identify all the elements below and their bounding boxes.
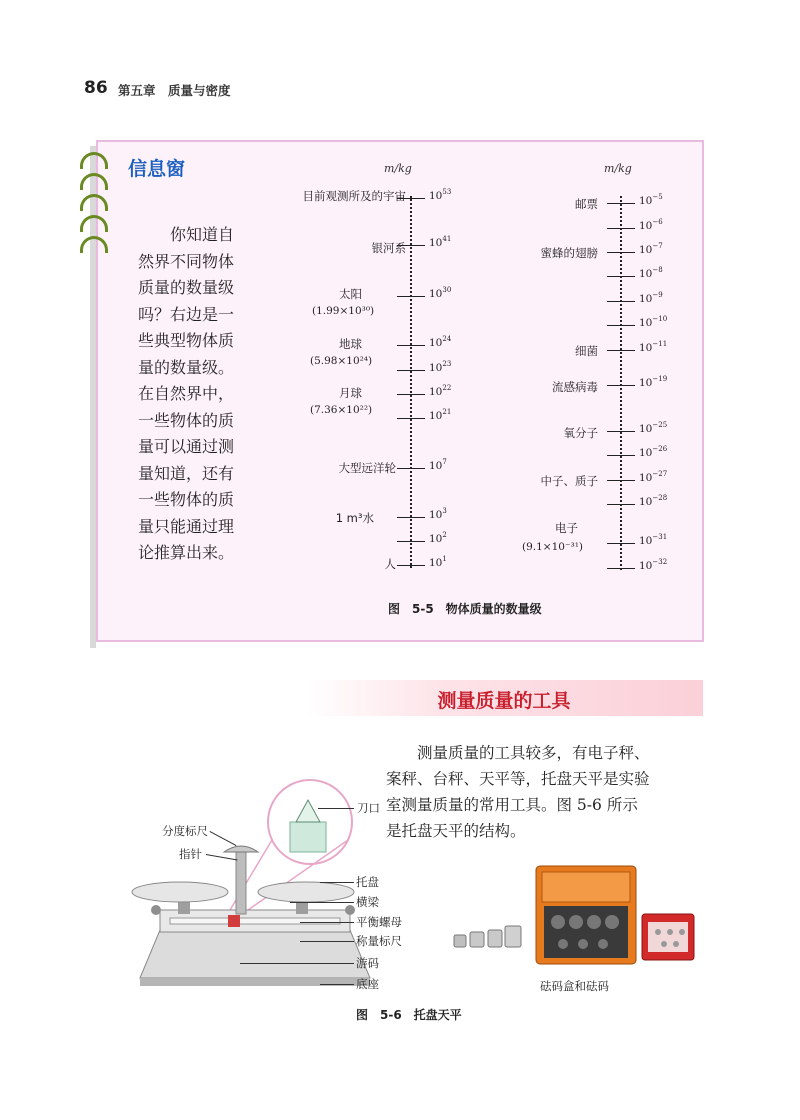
scale-tick <box>607 203 635 204</box>
scale-tick <box>607 504 635 505</box>
label-beam: 横梁 <box>356 895 379 909</box>
section-paragraph <box>386 740 708 844</box>
scale-tick-label: $10^{-28}$ <box>639 494 668 508</box>
leader-line <box>300 941 354 942</box>
object-ocean-liner: 大型远洋轮 <box>338 461 396 475</box>
scale-tick-label: $10^{-19}$ <box>639 375 668 389</box>
weight-box-lid <box>542 872 630 902</box>
scale-tick-label: $10^{-8}$ <box>639 266 663 280</box>
scale-tick <box>607 276 635 277</box>
left-balance-nut <box>151 905 161 915</box>
scale-tick <box>397 541 425 542</box>
scale-tick-label: $10^{-32}$ <box>639 558 668 572</box>
object-universe: 目前观测所及的宇宙 <box>302 189 406 203</box>
scale-tick <box>397 296 425 297</box>
leader-line <box>300 922 354 923</box>
loose-weights <box>454 926 521 947</box>
scale-tick <box>607 385 635 386</box>
info-line: 论推算出来。 <box>138 543 235 562</box>
scale-tick <box>607 350 635 351</box>
label-balance-nut: 平衡螺母 <box>356 915 402 929</box>
scale-tick <box>607 301 635 302</box>
weights-caption: 砝码盒和砝码 <box>540 979 609 993</box>
scale-tick <box>397 517 425 518</box>
section-title: 测量质量的工具 <box>437 690 571 712</box>
scale-tick <box>607 455 635 456</box>
object-electron-mass: (9.1×10⁻³¹) <box>522 541 584 553</box>
graduated-scale <box>224 846 258 852</box>
scale-tick-label: $10^{-10}$ <box>639 315 668 329</box>
knife-edge-block <box>290 822 326 852</box>
left-tray <box>132 882 228 902</box>
section-header <box>305 680 703 716</box>
scale-tick <box>607 543 635 544</box>
pointer <box>236 852 246 914</box>
info-line: 些典型物体质 <box>138 331 235 350</box>
scale-tick-label: $10^{-9}$ <box>639 291 663 305</box>
left-scale-unit: m/kg <box>384 162 412 175</box>
info-line: 吗？右边是一 <box>138 304 235 324</box>
scale-tick <box>397 418 425 419</box>
info-line: 量的数量级。 <box>138 357 235 377</box>
info-line: 在自然界中， <box>138 384 235 403</box>
scale-tick-label: $10^2$ <box>429 531 447 545</box>
scale-tick <box>607 325 635 326</box>
scale-tick-label: $10^{41}$ <box>429 235 452 249</box>
scale-tick-label: $10^{-31}$ <box>639 533 668 547</box>
scale-tick-label: $10^3$ <box>429 507 447 521</box>
scale-tick <box>397 345 425 346</box>
scale-tick-label: $10^{-25}$ <box>639 421 668 435</box>
chapter-title: 第五章 质量与密度 <box>118 83 231 98</box>
object-oxygen-molecule: 氧分子 <box>563 426 598 440</box>
right-scale-unit: m/kg <box>604 162 632 175</box>
scale-tick-label: $10^{21}$ <box>429 408 452 422</box>
object-earth-mass: (5.98×10²⁴) <box>310 355 373 367</box>
scale-tick-label: $10^{22}$ <box>429 384 452 398</box>
info-line: 你知道自 <box>170 225 235 244</box>
info-line: 量可以通过测 <box>138 437 235 456</box>
info-line: 质量的数量级 <box>138 278 235 297</box>
figure-5-5-caption: 图 5-5 物体质量的数量级 <box>388 602 542 616</box>
right-balance-nut <box>345 905 355 915</box>
scale-tick-label: $10^7$ <box>429 458 447 472</box>
object-sun: 太阳 <box>339 287 362 301</box>
scale-tick-label: $10^{-7}$ <box>639 242 663 256</box>
object-electron: 电子 <box>555 521 578 535</box>
info-line: 量只能通过理 <box>138 516 235 536</box>
label-weighing-scale: 称量标尺 <box>356 934 402 948</box>
leader-line <box>320 882 354 883</box>
object-galaxy: 银河系 <box>371 241 406 255</box>
scale-tick-label: $10^{30}$ <box>429 286 452 300</box>
right-tray <box>258 882 354 902</box>
scale-tick <box>397 394 425 395</box>
paragraph-line: 测量质量的工具较多，有电子秤、 <box>417 744 650 762</box>
binder-rings-icon <box>80 152 110 257</box>
object-bacteria: 细菌 <box>575 344 598 358</box>
label-knife-edge: 刀口 <box>357 801 380 815</box>
label-pointer: 指针 <box>179 847 202 861</box>
info-line: 一些物体的质 <box>138 410 235 430</box>
scale-tick-label: $10^{-27}$ <box>639 470 668 484</box>
scale-tick <box>607 431 635 432</box>
scale-tick <box>607 228 635 229</box>
object-neutron-proton: 中子、质子 <box>540 474 598 488</box>
paragraph-line: 案秤、台秤、天平等，托盘天平是实验 <box>386 770 650 788</box>
weight-set-illustration <box>448 860 698 980</box>
object-water: 1 m³水 <box>335 511 374 525</box>
weighing-scale-bar <box>170 918 340 924</box>
scale-tick <box>607 568 635 569</box>
info-window-text <box>138 222 250 567</box>
object-sun-mass: (1.99×10³⁰) <box>312 305 375 317</box>
object-human: 人 <box>384 557 396 571</box>
info-line: 一些物体的质 <box>138 490 235 509</box>
paragraph-line: 是托盘天平的结构。 <box>386 822 526 840</box>
leader-line <box>290 902 354 903</box>
rider-slider <box>228 915 240 927</box>
object-moon-mass: (7.36×10²²) <box>310 404 373 416</box>
scale-tick <box>397 565 425 566</box>
object-bee-wing: 蜜蜂的翅膀 <box>540 246 598 260</box>
label-tray: 托盘 <box>356 875 379 889</box>
scale-tick <box>397 468 425 469</box>
scale-tick-label: $10^1$ <box>429 555 447 569</box>
scale-tick-label: $10^{24}$ <box>429 335 452 349</box>
scale-tick-label: $10^{-26}$ <box>639 445 668 459</box>
scale-tick-label: $10^{23}$ <box>429 360 452 374</box>
paragraph-line: 室测量质量的常用工具。图 5-6 所示 <box>386 796 638 814</box>
leader-line <box>240 963 354 964</box>
scale-tick <box>607 480 635 481</box>
scale-tick-label: $10^{-5}$ <box>639 193 663 207</box>
object-flu-virus: 流感病毒 <box>552 380 598 394</box>
scale-tick <box>397 370 425 371</box>
leader-line <box>318 808 354 809</box>
balance-base <box>140 930 370 978</box>
scale-tick-label: $10^{-6}$ <box>639 218 663 232</box>
scale-tick-label: $10^{53}$ <box>429 188 452 202</box>
object-moon: 月球 <box>339 386 362 400</box>
scale-tick <box>607 252 635 253</box>
left-scale-axis <box>410 196 412 568</box>
object-earth: 地球 <box>339 337 362 351</box>
info-line: 量知道，还有 <box>138 463 235 483</box>
page-number: 86 <box>84 78 108 98</box>
label-graduated-scale: 分度标尺 <box>162 824 208 838</box>
info-window-title: 信息窗 <box>128 158 186 180</box>
figure-5-6-caption: 图 5-6 托盘天平 <box>356 1008 462 1022</box>
object-stamp: 邮票 <box>575 197 598 211</box>
label-base: 底座 <box>356 977 379 991</box>
info-line: 然界不同物体 <box>138 251 235 271</box>
weight-box-tray <box>544 906 628 958</box>
label-rider: 游码 <box>356 956 379 970</box>
scale-tick-label: $10^{-11}$ <box>639 340 668 354</box>
leader-line <box>320 984 354 985</box>
